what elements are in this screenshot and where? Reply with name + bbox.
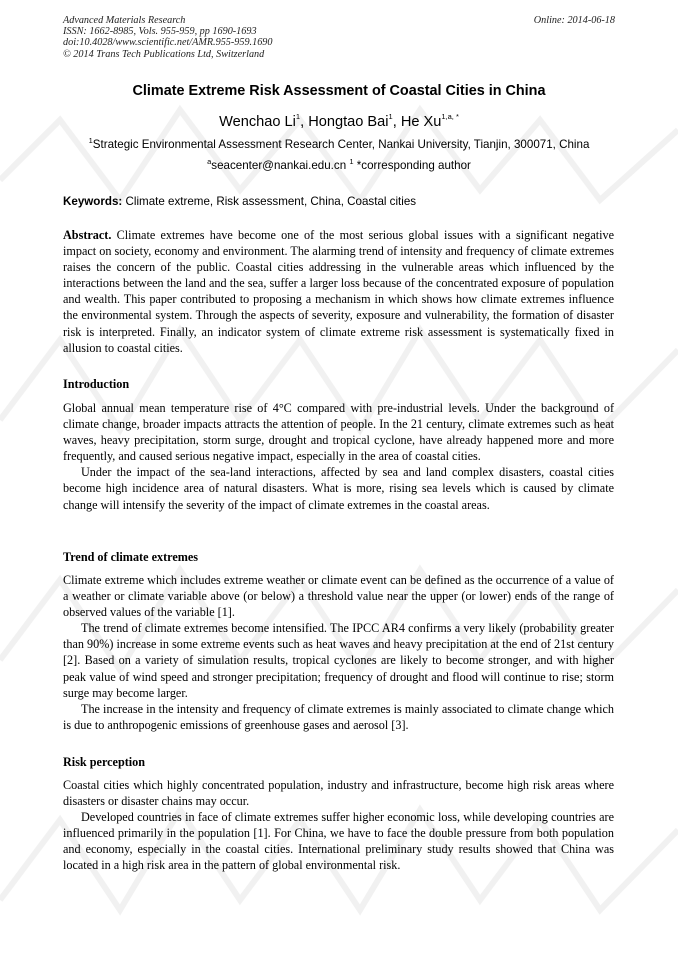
abstract-text: Climate extremes have become one of the most serious global issues with a significant negative impact on society, economy and environment. The alarming trend of intensity and frequency of climate extremes raises the concern of the public. Coastal cities addressing in the vulnerable areas which influenced by the interactions between the land and the sea, suffer a larger loss because of the concentrated exposure of population and wealth. This paper contributed to proposing a mechanism in which shows how climate extremes influence the environmental system. Through the aspects of severity, exposure and vulnerability, the formation of disaster risk is interpreted. Finally, an indicator system of climate extreme risk assessment is systematically fixed in allusion to coastal cities.: [63, 228, 615, 355]
paragraph: Global annual mean temperature rise of 4°C compared with pre-industrial levels. Under the background of climate change, broader impacts attracts the attention of people. In the 21 century, climate extremes such as heat waves, heavy precipitation, storm surge, drought and tropical cyclone, have already happened more and more frequently, and caused serious negative impact, especially in the area of coastal cities.: [63, 401, 614, 464]
doi-line: doi:10.4028/www.scientific.net/AMR.955-959.1690: [63, 37, 273, 49]
keywords: [63, 195, 416, 208]
section-trend: [63, 572, 614, 733]
email-line: [0, 159, 678, 172]
paragraph: Developed countries in face of climate extremes suffer higher economic loss, while developing countries are influenced primarily in the population [1]. For China, we have to face the double pressure from both population and economy, especially in the coastal cities. International preliminary study results showed that China was located in a high risk area in the pattern of global environmental risk.: [63, 810, 614, 873]
paragraph: Climate extreme which includes extreme weather or climate event can be defined as the occurrence of a value of a weather or climate variable above (or below) a threshold value near the upper (or lower) ends of the range of observed values of the variable [1].: [63, 573, 614, 620]
author-affil-sup: 1: [295, 112, 301, 121]
keywords-label: Keywords:: [63, 195, 123, 208]
author-affil-sup: 1,a, *: [441, 112, 459, 121]
paragraph: The increase in the intensity and frequency of climate extremes is mainly associated to climate change which is due to anthropogenic emissions of greenhouse gases and aerosol [3].: [63, 701, 614, 732]
affiliation-sup: 1: [88, 136, 93, 145]
section-heading-introduction: Introduction: [63, 377, 130, 391]
author-name: Hongtao Bai: [308, 114, 389, 130]
section-introduction: [63, 400, 614, 513]
email-sup-a: a: [207, 157, 212, 166]
paragraph: Under the impact of the sea-land interactions, affected by sea and land complex disasters, coastal cities become high incidence area of natural disasters. What is more, rising sea levels which is caused by climate change will intensify the severity of the impact of climate extremes in the coastal areas.: [63, 465, 614, 512]
author-list: Wenchao Li$^1$, Hongtao Bai$^1$, He $Xu^{1,a, *}$: [219, 112, 459, 130]
issn-line: ISSN: 1662-8985, Vols. 955-959, pp 1690-1693: [63, 26, 257, 38]
journal-name: Advanced Materials Research: [63, 15, 186, 26]
affiliation-text: Strategic Environmental Assessment Research Center, Nankai University, Tianjin, 300071, China: [92, 138, 590, 151]
affiliation: [0, 138, 678, 151]
section-heading-risk: Risk perception: [63, 755, 146, 769]
paragraph: Coastal cities which highly concentrated population, industry and infrastructure, become high risk areas where disasters or disaster chains may occur.: [63, 778, 614, 809]
email-sup-1: 1: [349, 157, 354, 166]
copyright-line: © 2014 Trans Tech Publications Ltd, Switzerland: [63, 48, 265, 60]
email-address: seacenter@nankai.edu.cn: [211, 159, 347, 172]
corresponding-note: *corresponding author: [356, 159, 471, 172]
paragraph: The trend of climate extremes become intensified. The IPCC AR4 confirms a very likely (probability greater than 90%) increase in some extreme events such as heat waves and heavy precipitation at the end of 21st century [2]. Based on a variety of simulation results, tropical cyclones are likely to become stronger, and with higher peak value of wind speed and stronger precipitation; frequency of drought and flood will continue to rise; storm surge may become larger.: [63, 621, 614, 700]
journal-header: [63, 15, 272, 60]
section-heading-trend: Trend of climate extremes: [63, 550, 199, 564]
author-name: Wenchao Li: [219, 114, 296, 130]
abstract-label: Abstract.: [63, 228, 112, 242]
paper-title: Climate Extreme Risk Assessment of Coastal Cities in China: [132, 83, 546, 99]
abstract: [63, 227, 614, 356]
section-risk: [63, 777, 614, 874]
author-name: He Xu: [400, 114, 442, 130]
online-date: Online: 2014-06-18: [533, 15, 615, 26]
author-affil-sup: 1: [388, 112, 393, 121]
keywords-text: Climate extreme, Risk assessment, China, Coastal cities: [125, 195, 417, 208]
